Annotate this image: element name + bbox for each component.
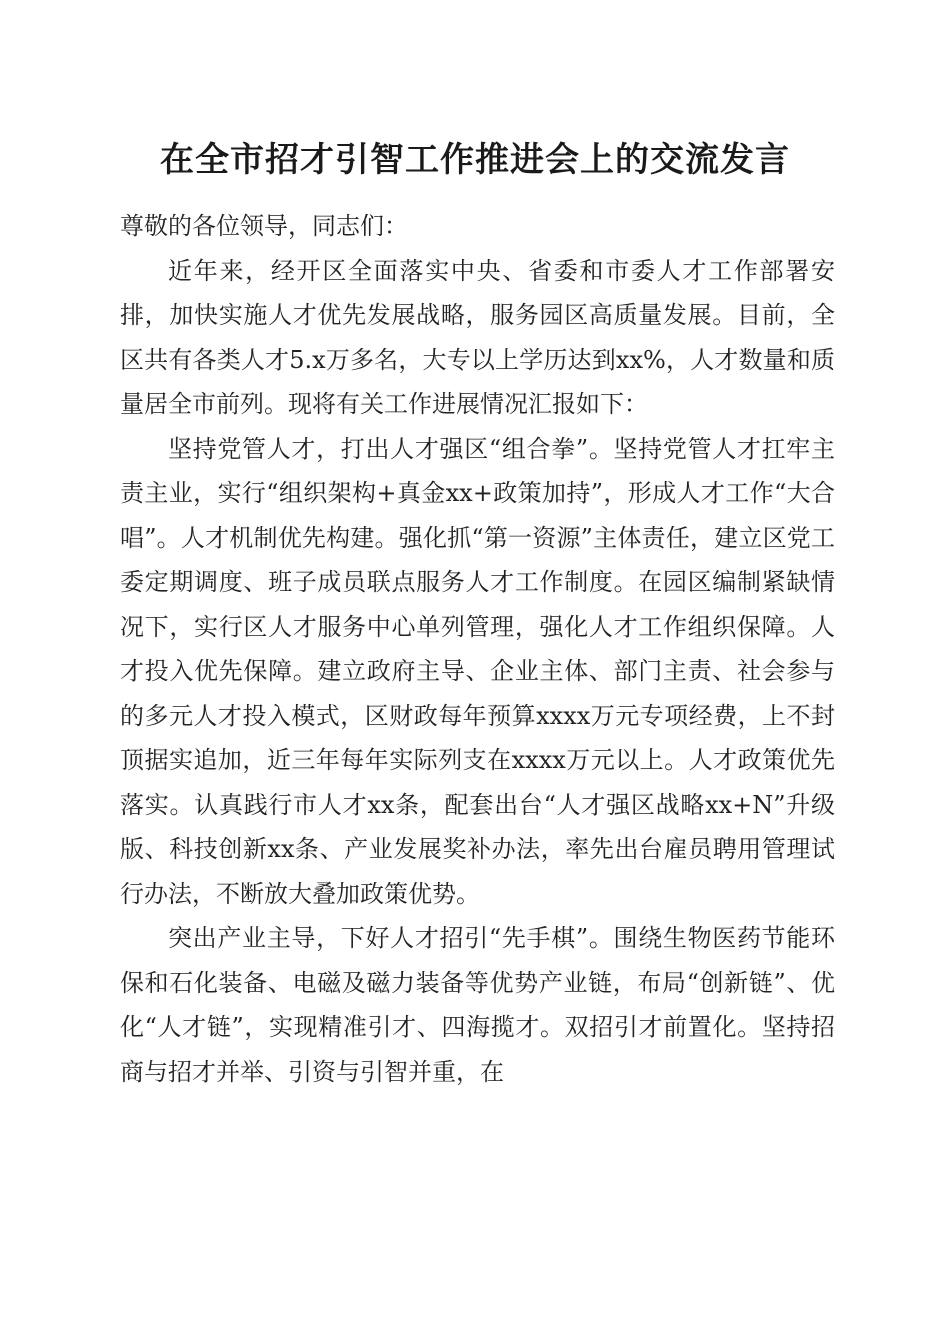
salutation: 尊敬的各位领导，同志们： — [120, 212, 408, 240]
paragraph-industry-focus: 突出产业主导，下好人才招引“先手棋”。围绕生物医药节能环保和石化装备、电磁及磁力装备等优势产业链，布局“创新链”、优化“人才链”，实现精准引才、四海揽才。双招引才前置化。坚持招商与招才并举、引资与引智并重，在 — [120, 924, 835, 1086]
document-body — [120, 204, 835, 1094]
paragraph-party-leadership: 坚持党管人才，打出人才强区“组合拳”。坚持党管人才扛牢主责主业，实行“组织架构+真金xx+政策加持”，形成人才工作“大合唱”。人才机制优先构建。强化抓“第一资源”主体责任，建立区党工委定期调度、班子成员联点服务人才工作制度。在园区编制紧缺情况下，实行区人才服务中心单列管理，强化人才工作组织保障。人才投入优先保障。建立政府主导、企业主体、部门主责、社会参与的多元人才投入模式，区财政每年预算xxxx万元专项经费，上不封顶据实追加，近三年每年实际列支在xxxx万元以上。人才政策优先落实。认真践行市人才xx条，配套出台“人才强区战略xx+N”升级版、科技创新xx条、产业发展奖补办法，率先出台雇员聘用管理试行办法，不断放大叠加政策优势。 — [120, 434, 835, 908]
paragraph-intro: 近年来，经开区全面落实中央、省委和市委人才工作部署安排，加快实施人才优先发展战略，服务园区高质量发展。目前，全区共有各类人才5.x万多名，大专以上学历达到xx%，人才数量和质量居全市前列。现将有关工作进展情况汇报如下： — [120, 256, 835, 418]
document-title: 在全市招才引智工作推进会上的交流发言 — [160, 140, 790, 180]
